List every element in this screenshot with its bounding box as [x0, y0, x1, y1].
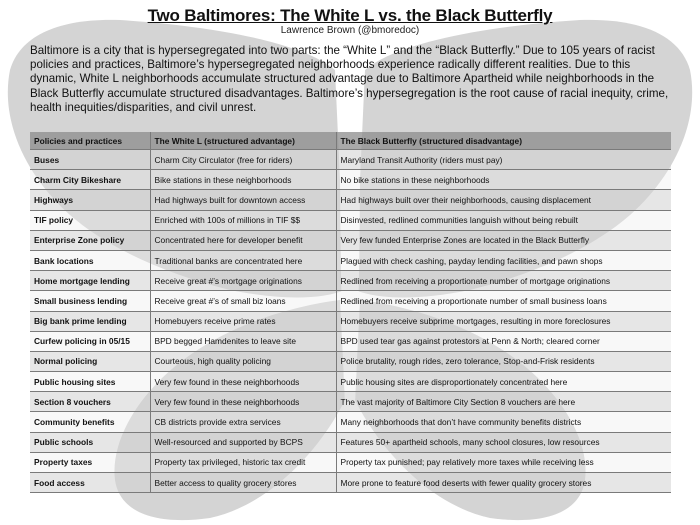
policy-cell: TIF policy [30, 210, 150, 230]
table-row [30, 392, 671, 412]
page-title: Two Baltimores: The White L vs. the Black Butterfly [147, 6, 553, 25]
black-butterfly-cell: Redlined from receiving a proportionate number of mortgage originations [336, 271, 671, 291]
policy-cell: Buses [30, 150, 150, 170]
white-l-cell: Had highways built for downtown access [150, 190, 336, 210]
policy-cell: Property taxes [30, 452, 150, 472]
black-butterfly-cell: Many neighborhoods that don’t have community benefits districts [336, 412, 671, 432]
table-row [30, 351, 671, 371]
table-row [30, 291, 671, 311]
black-butterfly-cell: Had highways built over their neighborhoods, causing displacement [336, 190, 671, 210]
white-l-cell: Very few found in these neighborhoods [150, 392, 336, 412]
policy-cell: Food access [30, 473, 150, 493]
black-butterfly-cell: Redlined from receiving a proportionate number of small business loans [336, 291, 671, 311]
table-row [30, 372, 671, 392]
table-row [30, 452, 671, 472]
white-l-cell: Charm City Circulator (free for riders) [150, 150, 336, 170]
policy-cell: Community benefits [30, 412, 150, 432]
white-l-cell: BPD begged Hamdenites to leave site [150, 331, 336, 351]
white-l-cell: Enriched with 100s of millions in TIF $$ [150, 210, 336, 230]
policy-cell: Highways [30, 190, 150, 210]
black-butterfly-cell: Disinvested, redlined communities languish without being rebuilt [336, 210, 671, 230]
policy-cell: Section 8 vouchers [30, 392, 150, 412]
white-l-cell: Receive great #’s mortgage originations [150, 271, 336, 291]
policy-cell: Curfew policing in 05/15 [30, 331, 150, 351]
table-row [30, 271, 671, 291]
black-butterfly-cell: Features 50+ apartheid schools, many school closures, low resources [336, 432, 671, 452]
table-row [30, 150, 671, 170]
intro-paragraph: Baltimore is a city that is hypersegregated into two parts: the “White L” and the “Black Butterfly.” Due to 105 years of racist policies and practices, Baltimore’s hypersegregated neighborhoods experience radically different realities. Due to this dynamic, White L neighborhoods accumulate structured advantage due to Baltimore Apartheid while neighborhoods in the Black Butterfly accumulate structured disadvantages. Baltimore’s hypersegregation is the root cause of racial inequity, crime, health inequities/disparities, and civil unrest. [30, 44, 669, 114]
black-butterfly-cell: Police brutality, rough rides, zero tolerance, Stop-and-Frisk residents [336, 351, 671, 371]
policy-cell: Charm City Bikeshare [30, 170, 150, 190]
policy-cell: Public schools [30, 432, 150, 452]
black-butterfly-cell: Very few funded Enterprise Zones are located in the Black Butterfly [336, 230, 671, 250]
black-butterfly-cell: Maryland Transit Authority (riders must pay) [336, 150, 671, 170]
black-butterfly-cell: No bike stations in these neighborhoods [336, 170, 671, 190]
table-row [30, 311, 671, 331]
black-butterfly-cell: Homebuyers receive subprime mortgages, resulting in more foreclosures [336, 311, 671, 331]
policy-cell: Enterprise Zone policy [30, 230, 150, 250]
table-row [30, 473, 671, 493]
author-byline: Lawrence Brown (@bmoredoc) [280, 25, 420, 36]
table-row [30, 190, 671, 210]
table-row [30, 432, 671, 452]
white-l-cell: Better access to quality grocery stores [150, 473, 336, 493]
black-butterfly-cell: Plagued with check cashing, payday lending facilities, and pawn shops [336, 250, 671, 270]
table-row [30, 250, 671, 270]
policy-cell: Bank locations [30, 250, 150, 270]
table-row [30, 331, 671, 351]
white-l-cell: Bike stations in these neighborhoods [150, 170, 336, 190]
white-l-cell: Receive great #’s of small biz loans [150, 291, 336, 311]
white-l-cell: Property tax privileged, historic tax credit [150, 452, 336, 472]
header-policies: Policies and practices [30, 132, 150, 150]
policy-cell: Public housing sites [30, 372, 150, 392]
table-row [30, 412, 671, 432]
white-l-cell: Well-resourced and supported by BCPS [150, 432, 336, 452]
header-black-butterfly: The Black Butterfly (structured disadvantage) [336, 132, 671, 150]
black-butterfly-cell: Property tax punished; pay relatively more taxes while receiving less [336, 452, 671, 472]
white-l-cell: Courteous, high quality policing [150, 351, 336, 371]
black-butterfly-cell: More prone to feature food deserts with fewer quality grocery stores [336, 473, 671, 493]
table-row [30, 170, 671, 190]
comparison-table [30, 132, 671, 493]
policy-cell: Home mortgage lending [30, 271, 150, 291]
table-header-row [30, 132, 671, 150]
white-l-cell: Concentrated here for developer benefit [150, 230, 336, 250]
header-white-l: The White L (structured advantage) [150, 132, 336, 150]
white-l-cell: Homebuyers receive prime rates [150, 311, 336, 331]
table-row [30, 210, 671, 230]
policy-cell: Big bank prime lending [30, 311, 150, 331]
policy-cell: Small business lending [30, 291, 150, 311]
black-butterfly-cell: BPD used tear gas against protestors at Penn & North; cleared corner [336, 331, 671, 351]
table-row [30, 230, 671, 250]
black-butterfly-cell: The vast majority of Baltimore City Section 8 vouchers are here [336, 392, 671, 412]
white-l-cell: CB districts provide extra services [150, 412, 336, 432]
policy-cell: Normal policing [30, 351, 150, 371]
white-l-cell: Very few found in these neighborhoods [150, 372, 336, 392]
black-butterfly-cell: Public housing sites are disproportionately concentrated here [336, 372, 671, 392]
white-l-cell: Traditional banks are concentrated here [150, 250, 336, 270]
